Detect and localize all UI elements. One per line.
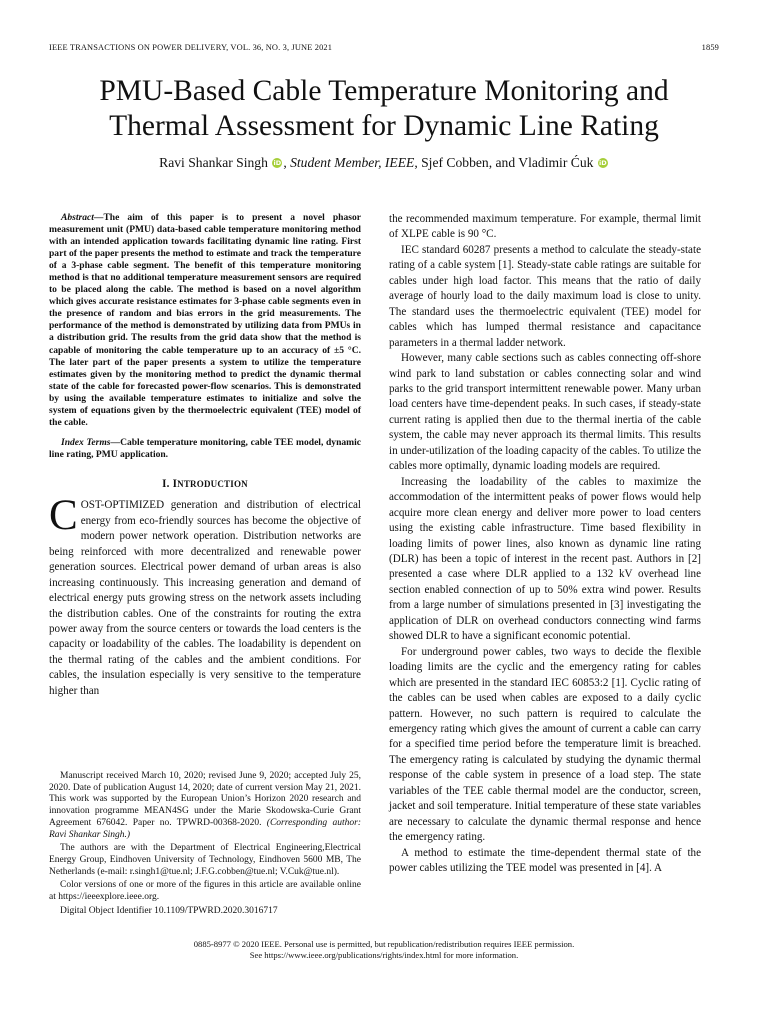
section-heading-introduction: I. INTRODUCTION xyxy=(162,477,248,490)
index-terms-label: Index Terms— xyxy=(61,436,121,448)
author-names-rest: , Sjef Cobben, and Vladimir Ćuk xyxy=(414,155,594,170)
intro-text: OST-OPTIMIZED generation and distribution of electrical energy from eco-friendly sources has become the objective of modern power network operation. Distribution networks are being reinforced with more decentralized and renewable power generation sources. Electrical power demand of urban areas is also increasing continuously. This increasing generation and demand of electrical energy puts growing stress on the network assets including the distribution cables. One of the constraints for routing the extra power away from the source centers or towards the load centers is the capacity or loadability of the cables. The loadability is dependent on the thermal rating of the cables and the ambient conditions. For cables, the insulation especially is very sensitive to the temperature higher than xyxy=(49,499,361,697)
author-membership: Student Member, IEEE xyxy=(290,155,415,170)
paper-title xyxy=(40,74,728,144)
author-list xyxy=(40,155,728,171)
drop-cap: C xyxy=(49,492,78,540)
footnote-doi: Digital Object Identifier 10.1109/TPWRD.2020.3016717 xyxy=(60,905,278,916)
footnote-affiliation: The authors are with the Department of Electrical Engineering,Electrical Energy Group, Eindhoven University of Technology, Eindhoven 5600 MB, The Netherlands (e-mail: r.singh1@tue.nl; J.F.G.cobben@tue.nl; V.Cuk@tue.nl). xyxy=(49,843,361,877)
copyright-line: 0885-8977 © 2020 IEEE. Personal use is permitted, but republication/redistribution requires IEEE permission. xyxy=(193,939,575,949)
page-number: 1859 xyxy=(701,43,719,52)
author-separator: , xyxy=(283,155,291,170)
body-paragraph: Increasing the loadability of the cables to maximize the accommodation of the intermittent peaks of power flows would help acquire more clean energy and deliver more power to load centers using the existing cable infrastructure. Time based flexibility in loading limits of power lines, also known as dynamic line rating (DLR) has been a topic of interest in the recent past. Authors in [2] presented a case where DLR applied to a 132 kV overhead line section enabled connection of up to 50% extra wind power. Results from a large number of simulations presented in [3] investigating the application of DLR on overhead conductors connecting wind farms showed DLR to have a significant economic potential. xyxy=(389,475,701,643)
footnotes xyxy=(49,771,361,917)
body-paragraph: the recommended maximum temperature. For example, thermal limit of XLPE cable is 90 °C. xyxy=(389,213,701,241)
body-paragraph: IEC standard 60287 presents a method to calculate the steady-state rating of a cable system [1]. Steady-state cable ratings are suitable for cables under high load factor. This means that the ratio of daily average of hourly load to the daily maximum load is close to unity. The standard uses the thermoelectric equivalent (TEE) model for cables which has lumped thermal resistance and capacitance parameters in a thermal ladder network. xyxy=(389,243,701,349)
permissions-line: See https://www.ieee.org/publications/rights/index.html for more information. xyxy=(249,950,519,960)
paper-title-line-2: Thermal Assessment for Dynamic Line Rating xyxy=(109,110,659,142)
running-head xyxy=(49,43,719,55)
body-paragraph: However, many cable sections such as cables connecting off-shore wind park to land substation or cables connecting solar and wind parks to the grid transport intermittent renewable power. Many urban load centers have time-dependent peaks. In such cases, if steady-state current rating is applied then due to the thermal inertia of the cable system, the cable may never approach its thermal limits. This results in under-utilization of the loading capacity of the cables. To utilize the cables more optimally, dynamic loading models are required. xyxy=(389,352,701,473)
abstract-label: Abstract— xyxy=(61,212,104,223)
footnote-color-figures: Color versions of one or more of the figures in this article are available online at https://ieeexplore.ieee.org. xyxy=(49,880,361,903)
abstract-text: The aim of this paper is to present a novel phasor measurement unit (PMU) data-based cable temperature monitoring method with an intended application towards facilitating dynamic line rating. First part of the paper presents the method to estimate and track the temperature of a 3-phase cable segment. The benefit of this temperature monitoring method is that no additional temperature measurement sensors are required to be placed along the cable. The method is based on a novel algorithm which gives accurate resistance estimates for 3-phase cable segments even in the presence of random and bias errors in the grid measurements. The performance of the method is demonstrated by utilizing data from PMUs in a distribution grid. The results from the grid data show that the method is capable of monitoring the cable temperature up to an accuracy of ±5 °C. The later part of the paper presents a system to utilize the temperature estimates given by the monitoring method to predict the dynamic thermal state of the cable for forecasted power-flow scenarios. This is demonstrated by using the available temperature estimates to initialize and solve the system of equations given by the thermoelectric equivalent (TEE) model of the cable. xyxy=(49,212,361,428)
orcid-icon[interactable]: iD xyxy=(599,159,607,167)
orcid-icon[interactable]: iD xyxy=(273,159,282,167)
abstract xyxy=(49,212,361,429)
index-terms-text: Cable temperature monitoring, cable TEE model, dynamic line rating, PMU application. xyxy=(49,436,361,460)
body-paragraph: A method to estimate the time-dependent thermal state of the power cables utilizing the TEE model was presented in [4]. A xyxy=(389,846,701,875)
author-name-1: Ravi Shankar Singh xyxy=(159,155,268,170)
paper-title-line-1: PMU-Based Cable Temperature Monitoring and xyxy=(99,75,669,107)
journal-citation: IEEE TRANSACTIONS ON POWER DELIVERY, VOL. 36, NO. 3, JUNE 2021 xyxy=(49,43,333,52)
left-column xyxy=(49,212,361,699)
body-paragraph: For underground power cables, two ways to decide the flexible loading limits are the cyclic and the emergency rating for cables which are presented in the standard IEC 60853:2 [1]. Cyclic rating of the cables can be used when cables are exposed to a daily cyclic pattern. However, no such pattern is required to calculate the emergency rating which gives the amount of current a cable can carry for a specified time period before the temperature limit is breached. The emergency rating is calculated by studying the dynamic thermal response of the cable system in presence of a load step. The state variables of the TEE cable thermal model are the conductor, screen, jacket and soil temperature. Initial temperature of these state variables are necessary to calculate the dynamic thermal response and hence the emergency rating. xyxy=(389,645,701,844)
copyright-footer xyxy=(40,939,728,961)
intro-paragraph xyxy=(49,492,361,699)
index-terms xyxy=(49,437,361,461)
footnote-manuscript: Manuscript received March 10, 2020; revised June 9, 2020; accepted July 25, 2020. Date of publication August 14, 2020; date of current version May 21, 2021. This work was supported by the European Union’s Horizon 2020 research and innovation programme MEAN4SG under the Marie Skodowska-Curie Grant Agreement 676042. Paper no. TPWRD-00368-2020. (Corresponding author: Ravi Shankar Singh.) xyxy=(49,771,361,840)
right-column xyxy=(389,212,701,876)
